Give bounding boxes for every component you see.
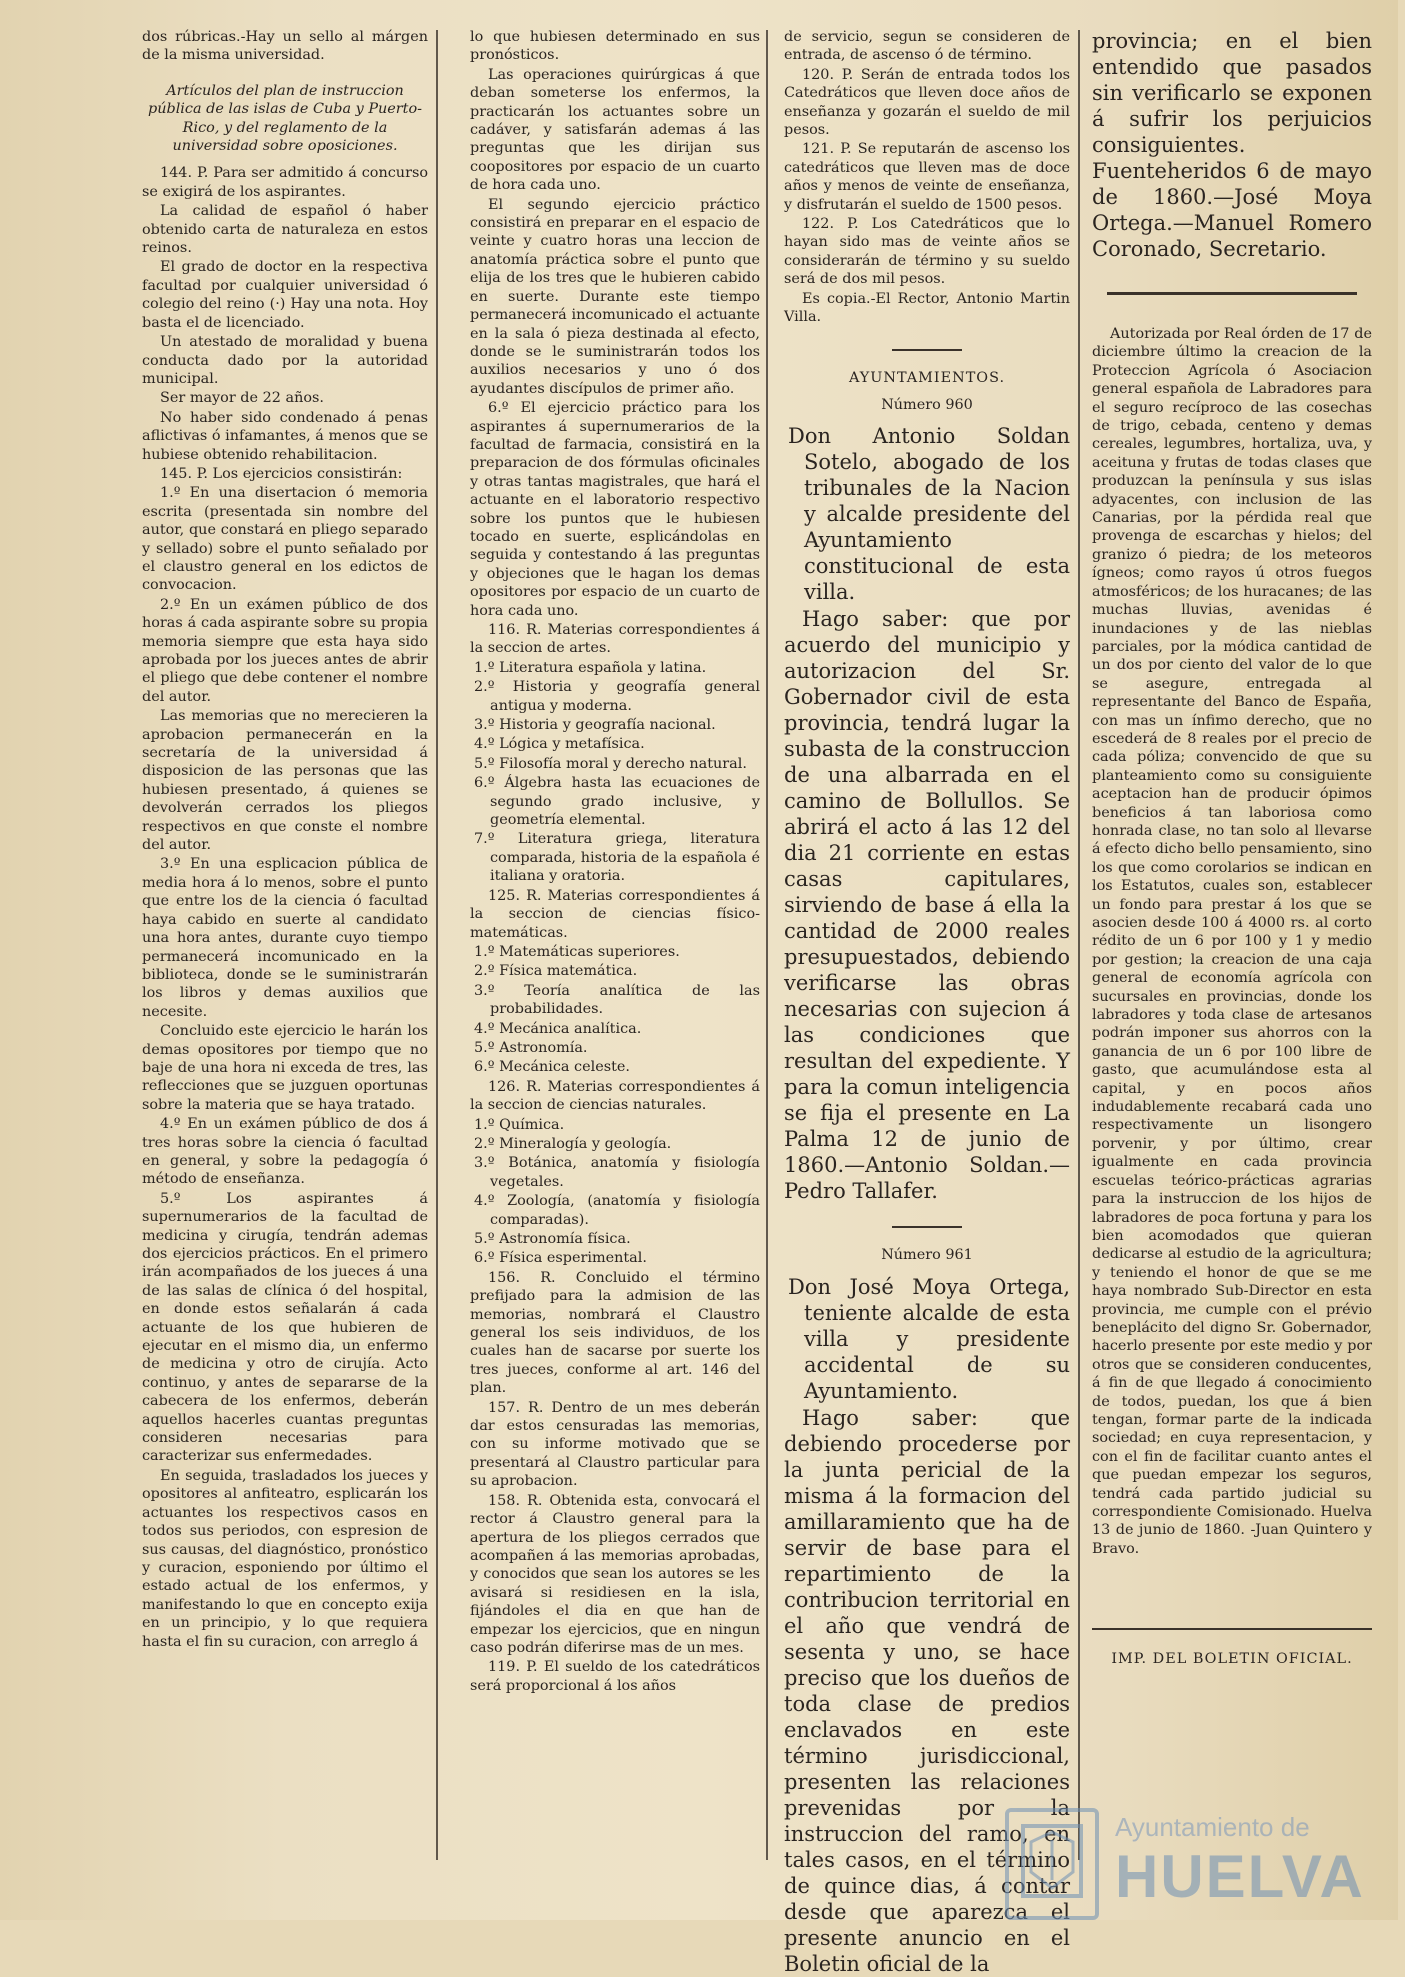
- list-item: 4.º Zoología, (anatomía y fisiología comparadas).: [474, 1193, 760, 1228]
- notice-header: Don Antonio Soldan Sotelo, abogado de los tribunales de la Nacion y alcalde presidente del Ayuntamiento constitucional de esta villa.: [788, 424, 1070, 605]
- article-122: 122. P. Los Catedráticos que lo hayan sido mas de veinte años se considerarán de término y su sueldo será de dos mil pesos.: [784, 216, 1070, 288]
- divider: [1107, 292, 1357, 295]
- article-125: 125. R. Materias correspondientes á la seccion de ciencias físico-matemáticas.: [470, 887, 760, 941]
- article-144: 144. P. Para ser admitido á concurso se exigirá de los aspirantes.: [142, 165, 428, 200]
- article-126: 126. R. Materias correspondientes á la seccion de ciencias naturales.: [470, 1078, 760, 1114]
- paragraph: Las operaciones quirúrgicas á que deban someterse los enfermos, la practicarán los actuantes sobre un cadáver, y satisfarán ademas á las preguntas que les dirijan sus coopositores por espacio de un cuarto de hora cada uno.: [470, 66, 760, 194]
- notice-number: Número 961: [881, 1247, 973, 1264]
- paragraph: Las memorias que no merecieren la aprobacion permanecerán en la secretaría de la universidad á disposicion de las personas que las hubiesen presentado, á quienes se devolverán cerrados los pliegos respectivos en que conste el nombre del autor.: [142, 708, 428, 854]
- paragraph: dos rúbricas.-Hay un sello al márgen de la misma universidad.: [142, 29, 428, 64]
- list-item: 1.º Química.: [474, 1116, 565, 1133]
- notice-body: Hago saber: que debiendo procederse por la junta pericial de la misma á la formacion del amillaramiento que ha de servir de base para el repartimiento de la contribucion territorial en el año que vendrá de sesenta y uno, se hace preciso que los dueños de toda clase de predios enclavados en este término jurisdiccional, presenten las relaciones prevenidas por la instruccion del ramo, en tales casos, en el término de quince dias, á contar desde que aparezca el presente anuncio en el Boletin oficial de la: [784, 1405, 1070, 1976]
- list-item: 5.º Astronomía.: [474, 1039, 588, 1056]
- column-2: [470, 28, 760, 1868]
- paragraph: En seguida, trasladados los jueces y opositores al anfiteatro, esplicarán los actuantes los respectivos casos en todos sus periodos, con espresion de sus causas, del diagnóstico, pronóstico y curacion, esponiendo por último el estado actual de los enfermos, y manifestando lo que en concepto exija en un principio, y lo que requiera hasta el fin su curacion, con arreglo á: [142, 1467, 428, 1650]
- list-item: 6.º Mecánica celeste.: [474, 1059, 630, 1076]
- article-158: 158. R. Obtenida esta, convocará el rector á Claustro general para la apertura de los pliegos cerrados que acompañen á las memorias aprobadas, y conocidos que sean los autores se les avisará si residiesen en la isla, fijándoles el dia en que han de empezar los ejercicios, que en ningun caso podrán diferirse mas de un mes.: [470, 1492, 760, 1656]
- notice-continuation: provincia; en el bien entendido que pasados sin verificarlo se exponen á sufrir los perjuicios consiguientes. Fuenteheridos 6 de mayo de 1860.—José Moya Ortega.—Manuel Romero Coronado, Secretario.: [1092, 29, 1372, 261]
- list-item: 2.º Física matemática.: [474, 963, 638, 980]
- column-3: [784, 28, 1070, 1976]
- paragraph: 1.º En una disertacion ó memoria escrita (presentada sin nombre del autor, que constará en pliego separado y sellado) sobre el punto señalado por el claustro general en los edictos de convocacion.: [142, 485, 428, 594]
- article-121: 121. P. Se reputarán de ascenso los catedráticos que lleven mas de doce años y menos de veinte de enseñanza, y disfrutarán el sueldo de 1500 pesos.: [784, 141, 1070, 213]
- paragraph: 4.º En un exámen público de dos á tres horas sobre la ciencia ó facultad en general, y sobre la pedagogía ó método de enseñanza.: [142, 1116, 428, 1188]
- paragraph: No haber sido condenado á penas aflictivas ó infamantes, á menos que se hubiese obtenido rehabilitacion.: [142, 409, 428, 463]
- imprint: IMP. DEL BOLETIN OFICIAL.: [1111, 1651, 1353, 1668]
- column-rule: [766, 30, 768, 1860]
- list-item: 6.º Física esperimental.: [474, 1250, 647, 1267]
- imprint-block: [1092, 1628, 1372, 1668]
- notice-header: Don José Moya Ortega, teniente alcalde de esta villa y presidente accidental de su Ayuntamiento.: [788, 1274, 1070, 1403]
- list-item: 4.º Lógica y metafísica.: [474, 736, 645, 753]
- paragraph: lo que hubiesen determinado en sus pronósticos.: [470, 29, 760, 64]
- list-item: 5.º Filosofía moral y derecho natural.: [474, 755, 747, 772]
- paragraph: Ser mayor de 22 años.: [160, 390, 324, 407]
- article-116: 116. R. Materias correspondientes á la seccion de artes.: [470, 622, 760, 657]
- section-heading: Artículos del plan de instruccion pública de las islas de Cuba y Puerto-Rico, y del reglamento de la universidad sobre oposiciones.: [148, 82, 422, 155]
- watermark-line-1: Ayuntamiento de: [1115, 1812, 1310, 1842]
- divider: [892, 349, 962, 351]
- paragraph: El segundo ejercicio práctico consistirá en preparar en el espacio de veinte y cuatro horas una leccion de anatomía práctica sobre el punto que elija de los tres que le hubieren cabido en suerte. Durante este tiempo permanecerá incomunicado el actuante en la sala ó pieza destinada al efecto, donde se le suministrarán todos los auxilios necesarios y uno ó dos ayudantes discípulos de primer año.: [470, 196, 760, 397]
- list-item: 1.º Literatura española y latina.: [474, 659, 707, 676]
- article-157: 157. R. Dentro de un mes deberán dar estos censuradas las memorias, con su informe motivado que se presentará al Claustro particular para su aprobacion.: [470, 1399, 760, 1490]
- signature-line: Es copia.-El Rector, Antonio Martin Villa.: [784, 290, 1070, 326]
- column-4: [1092, 28, 1372, 1868]
- article-119: 119. P. El sueldo de los catedráticos será proporcional á los años: [470, 1659, 760, 1694]
- list-item: 7.º Literatura griega, literatura comparada, historia de la española é italiana y oratoria.: [474, 831, 760, 885]
- section-title: AYUNTAMIENTOS.: [848, 369, 1006, 386]
- watermark-logo: [1005, 1808, 1405, 1920]
- watermark-line-2: HUELVA: [1115, 1843, 1365, 1910]
- notice-body: Autorizada por Real órden de 17 de diciembre último la creacion de la Proteccion Agrícola ó Asociacion general española de Labradores para el seguro recíproco de las cosechas de trigo, cebada, centeno y demas cereales, legumbres, hortaliza, uva, y aceituna y frutas de todas clases que produzcan la península y sus islas adyacentes, con inclusion de las Canarias, por la pérdida real que provenga de escarchas y hielos; del granizo ó piedra; de los meteoros ígneos; como rayos ú otros fuegos atmosféricos; de los huracanes; de las muchas lluvias, avenidas é inundaciones y de las nieblas parciales, por la módica cantidad de un dos por ciento del valor de lo que se asegure, entregada al representante del Banco de España, con mas un ínfimo derecho, que no escederá de 8 reales por el precio de cada póliza; convencido de que su planteamiento como su consiguiente aceptacion han de producir ópimos beneficios á tan laboriosa como honrada clase, no tan solo al llevarse á efecto dicho bello pensamiento, sino los que como corolarios se indican en los Estatutos, cuales son, establecer un fondo para prestar á los que se asocien desde 100 á 4000 rs. al corto rédito de un 6 por 100 y 1 y medio por gestion; la creacion de una caja general de economía agrícola con sucursales en provincias, donde los labradores y toda clase de artesanos podrán imponer sus ahorros con la ganancia de un 6 por 100 libre de gasto, que acumulándose esta al capital, y en pocos años indudablemente recabará cada uno respectivamente un lisongero porvenir, y por último, crear igualmente en cada provincia escuelas teórico-prácticas agrarias para la instruccion de los hijos de labradores de poca fortuna y para los bien acomodados que quieran dedicarse al estudio de la agricultura; y teniendo el honor de que se me haya nombrado Sub-Director en esta provincia, me cumple con el prévio beneplácito del digno Sr. Gobernador, hacerlo presente por este medio y por otros que se consideren conducentes, á fin de que llegado á conocimiento de todos, puedan, los que á bien tengan, formar parte de la indicada sociedad; en cuya representacion, y con el fin de facilitar cuanto antes el que puedan empezar los seguros, tendrá cada partido judicial su correspondiente Comisionado. Huelva 13 de junio de 1860. -Juan Quintero y Bravo.: [1092, 326, 1372, 1557]
- article-156: 156. R. Concluido el término prefijado para la admision de las memorias, nombrará el Claustro general los seis individuos, de los cuales han de sacarse por suerte los tres jueces, conforme al art. 146 del plan.: [470, 1269, 760, 1397]
- paragraph: 6.º El ejercicio práctico para los aspirantes á supernumerarios de la facultad de farmacia, consistirá en la preparacion de dos fórmulas oficinales y otras tantas magistrales, que hará el actuante en el laboratorio respectivo sobre los puntos que le hubiesen tocado en suerte, esplicándolas en seguida y contestando á las preguntas y objeciones que le hagan los demas opositores por espacio de un cuarto de hora cada uno.: [470, 400, 760, 619]
- paragraph: El grado de doctor en la respectiva facultad por cualquier universidad ó colegio del reino (·) Hay una nota. Hoy basta el de licenciado.: [142, 259, 428, 331]
- column-rule: [1078, 30, 1080, 1860]
- paragraph: 3.º En una esplicacion pública de media hora á lo menos, sobre el punto que entre los de la ciencia ó facultad haya cabido en suerte al candidato una hora antes, durante cuyo tiempo permanecerá incomunicado en la biblioteca, donde se le suministrarán los libros y demas auxilios que necesite.: [142, 856, 428, 1020]
- notice-body: Hago saber: que por acuerdo del municipio y autorizacion del Sr. Gobernador civil de esta provincia, tendrá lugar la subasta de la construccion de una albarrada en el camino de Bollullos. Se abrirá el acto á las 12 del dia 21 corriente en estas casas capitulares, sirviendo de base á ella la cantidad de 2000 reales presupuestados, debiendo verificarse las obras necesarias con sujecion á las condiciones que resultan del expediente. Y para la comun inteligencia se fija el presente en La Palma 12 de junio de 1860.—Antonio Soldan.—Pedro Tallafer.: [784, 607, 1070, 1204]
- notice-number: Número 960: [881, 396, 973, 413]
- column-1: [142, 28, 428, 1868]
- list-item: 2.º Historia y geografía general antigua y moderna.: [474, 679, 760, 714]
- list-item: 2.º Mineralogía y geología.: [474, 1135, 672, 1152]
- list-item: 3.º Historia y geografía nacional.: [474, 717, 716, 734]
- list-item: 3.º Botánica, anatomía y fisiología vegetales.: [474, 1155, 760, 1190]
- column-rule: [436, 30, 438, 1860]
- list-item: 1.º Matemáticas superiores.: [474, 943, 680, 960]
- paragraph: de servicio, segun se consideren de entrada, de ascenso ó de término.: [784, 29, 1070, 64]
- divider: [892, 1226, 962, 1228]
- paragraph: 5.º Los aspirantes á supernumerarios de la facultad de medicina y cirugía, tendrán ademas dos ejercicios prácticos. En el primero irán acompañados de los jueces á una de las salas de clínica ó del hospital, en donde estos señalarán á cada actuante de los que hubieren de ejecutar en el mismo dia, un enfermo de medicina y otro de cirujía. Acto continuo, y antes de separarse de la cabecera de los enfermos, deberán aquellos hacerles cuantas preguntas consideren necesarias para caracterizar sus enfermedades.: [142, 1190, 428, 1465]
- article-145: 145. P. Los ejercicios consistirán:: [160, 465, 403, 482]
- list-item: 4.º Mecánica analítica.: [474, 1020, 642, 1037]
- paragraph: Un atestado de moralidad y buena conducta dado por la autoridad municipal.: [142, 334, 428, 387]
- coat-of-arms-icon: [1005, 1808, 1099, 1920]
- article-120: 120. P. Serán de entrada todos los Catedráticos que lleven doce años de enseñanza y gozarán el sueldo de mil pesos.: [784, 66, 1070, 139]
- paragraph: Concluido este ejercicio le harán los demas opositores por tiempo que no baje de una hora ni exceda de tres, las reflecciones que se juzguen oportunas sobre la materia que se haya tratado.: [142, 1023, 428, 1113]
- paragraph: La calidad de español ó haber obtenido carta de naturaleza en estos reinos.: [142, 203, 428, 257]
- list-item: 3.º Teoría analítica de las probabilidades.: [474, 982, 760, 1018]
- list-item: 5.º Astronomía física.: [474, 1231, 631, 1247]
- paragraph: 2.º En un exámen público de dos horas á cada aspirante sobre su propia memoria siempre que esta haya sido aprobada por los jueces antes de abrir el pliego que debe contener el nombre del autor.: [142, 596, 428, 705]
- list-item: 6.º Álgebra hasta las ecuaciones de segundo grado inclusive, y geometría elemental.: [474, 775, 760, 829]
